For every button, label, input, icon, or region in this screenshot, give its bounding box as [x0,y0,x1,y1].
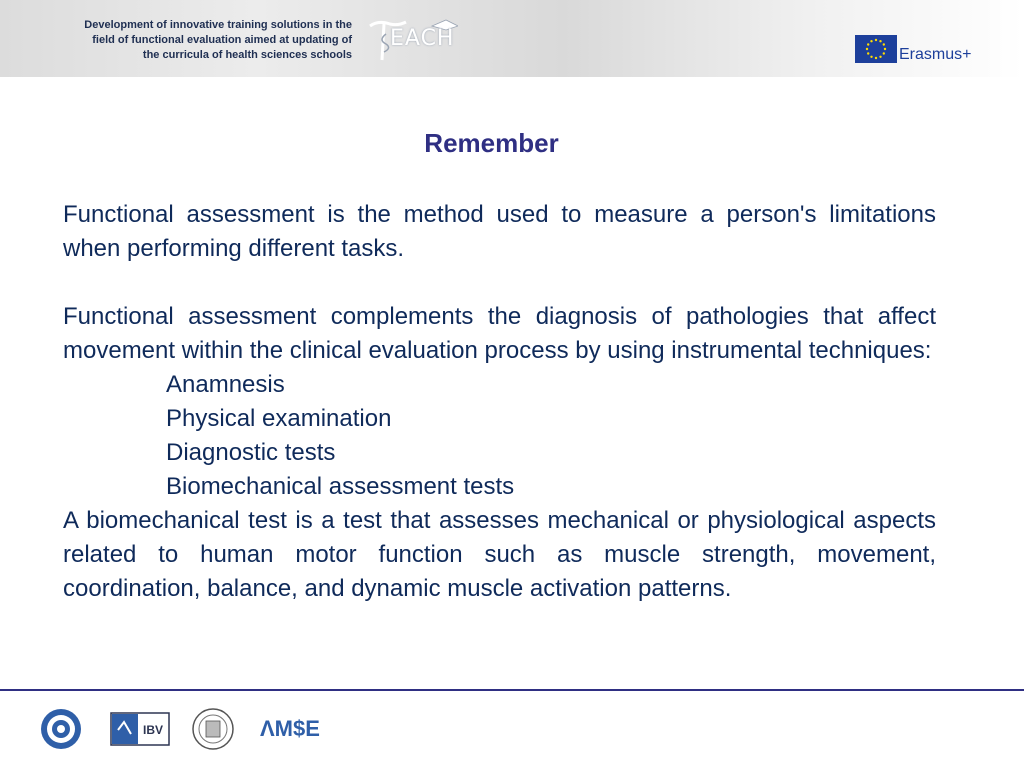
technique-item: Anamnesis [166,371,285,398]
erasmus-label: Erasmus+ [899,46,972,63]
technique-item: Diagnostic tests [166,439,336,466]
partner-logos [0,700,1024,760]
ibv-logo [111,713,169,745]
eu-flag-icon [855,35,897,63]
project-title-line: field of functional evaluation aimed at updating of [92,34,352,46]
techniques-list [63,368,936,504]
footer-divider [0,689,1024,691]
technique-item: Biomechanical assessment tests [166,473,515,500]
paragraph-definition: Functional assessment is the method used to measure a person's limitations when performing different tasks. [63,201,936,262]
slide-title: Remember [424,128,559,158]
university-seal-logo [41,709,81,749]
amse-text: ΛM$E [260,716,320,741]
project-title-line: the curricula of health sciences schools [142,49,352,61]
slide-header [0,0,1024,77]
project-title [12,18,352,63]
ibv-text: IBV [143,723,164,737]
paragraph-biomechanical-test: A biomechanical test is a test that assesses mechanical or physiological aspects related to human motor function such as muscle strength, movement, coordination, balance, and dynamic muscle activation patterns. [63,507,936,602]
technique-item: Physical examination [166,405,392,432]
slide-body [63,198,936,606]
paragraph-gap [63,266,936,300]
amse-logo [260,716,320,741]
paragraph-complements: Functional assessment complements the diagnosis of pathologies that affect movement within the clinical evaluation process by using instrumental techniques: [63,303,936,364]
project-title-line: Development of innovative training solutions in the [84,19,352,31]
teach-logo-text: EACH [390,26,455,51]
crest-logo [193,709,233,749]
